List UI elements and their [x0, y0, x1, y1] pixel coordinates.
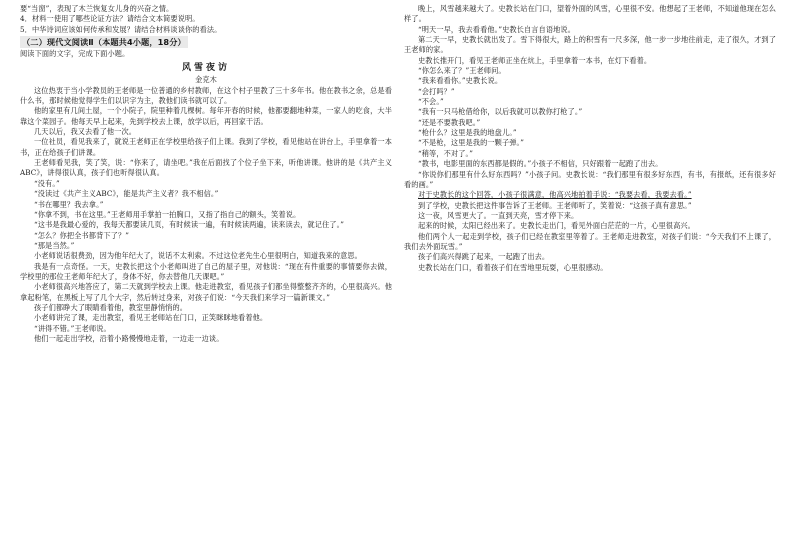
story-title: 风雪夜访: [181, 63, 230, 74]
paragraph: “这书是我最心爱的，我每天都要读几页，有时候读一遍，有时候读两遍，读来读去，就记住了。”: [34, 220, 345, 230]
paragraph: “明天一早，我去看看他。”史教长自言自语地说。: [418, 24, 575, 34]
paragraph: “不会。”: [418, 97, 444, 107]
paragraph: 小老师讲完了课，走出教室，看见王老师站在门口，正笑眯眯地看着他。: [34, 313, 268, 323]
paragraph: “教书，电影里面的东西都是假的。”小孩子不相信，只好跟着一起跑了出去。: [418, 159, 663, 169]
paragraph: “我有一只马枪借给你，以后我就可以教你打枪了。”: [418, 107, 583, 117]
paragraph: “还是不要教我吧。”: [418, 117, 481, 127]
paragraph: “我来看看你。”史教长说。: [418, 76, 503, 86]
paragraph-underlined: 对于史教长的这个回答，小孩子很满意，他高兴地拍着手说：“我要去看，我要去看。”: [418, 190, 692, 200]
paragraph: 他们一起走出学校，沿着小路慢慢地走着，一边走一边谈。: [34, 333, 224, 343]
paragraph: “没读过《共产主义ABC》，能是共产主义者？我不相信。”: [34, 189, 219, 199]
story-author: 金克木: [195, 75, 217, 85]
paragraph: 史教长推开门，看见王老师正坐在炕上，手里拿着一本书，在灯下看着。: [418, 55, 652, 65]
question-line: 5．中华诗词应该如何传承和发展？请结合材料谈谈你的看法。: [20, 24, 222, 34]
left-column: [20, 4, 392, 344]
paragraph: 第二天一早，史教长就出发了。雪下得很大，路上的积雪有一尺多深，他一步一步地往前走，走了很久，才到了王老师的家。: [404, 35, 776, 55]
instruction-text: 阅读下面的文字，完成下面小题。: [20, 49, 130, 59]
paragraph: 几天以后，我又去看了他一次。: [34, 127, 137, 137]
section-header: （二）现代文阅读Ⅱ（本题共4小题，18分）: [22, 37, 186, 48]
paragraph: “那是当然。”: [34, 240, 75, 250]
paragraph: 他们两个人一起走到学校，孩子们已经在教室里等着了。王老师走进教室，对孩子们说：“今天我们不上课了，我们去外面玩雪。”: [404, 231, 776, 251]
paragraph: “讲得不错。”王老师说。: [34, 323, 111, 333]
paragraph: 小老师说话很费劲，因为他年纪大了，说话不太利索。不过这位老先生心里很明白，知道我来的意思。: [34, 251, 362, 261]
paragraph: “你说你们那里有什么好东西吗？”小孩子问。史教长说：“我们那里有很多好东西，有书，有报纸，还有很多好看的画。”: [404, 169, 776, 189]
paragraph: “没有。”: [34, 178, 60, 188]
paragraph: “枪什么？这里是我的地盘儿。”: [418, 128, 517, 138]
paragraph: 起来的时候，太阳已经出来了。史教长走出门，看见外面白茫茫的一片，心里很高兴。: [418, 221, 695, 231]
paragraph: 我是有一点奇怪。一天，史教长把这个小老师叫进了自己的屋子里，对他说：“现在有件重要的事情要你去做，学校里的那位王老师年纪大了，身体不好，你去替他几天课吧。”: [20, 261, 392, 281]
paragraph: “你怎么来了？”王老师问。: [418, 66, 506, 76]
paragraph: 王老师看见我，笑了笑，说：“你来了，请坐吧。”我在后面找了个位子坐下来，听他讲课。他讲的是《共产主义ABC》，讲得很认真，孩子们也听得很认真。: [20, 158, 392, 178]
paragraph: “稍等，不对了。”: [418, 148, 473, 158]
paragraph: “你拿不到，书在这里。”王老师用手掌拍一拍胸口，又指了指自己的额头，笑着说。: [34, 209, 301, 219]
paragraph: 他的家里有几间土屋，一个小院子，院里种着几棵树。每年开春的时候，他都要翻地种菜，一家人的吃食，大半靠这个菜园子。他每天早上起来，先到学校去上课，放学以后，再回家干活。: [20, 106, 392, 126]
paragraph: 这一夜，风雪更大了。一直到天亮，雪才停下来。: [418, 210, 579, 220]
paragraph: 晚上，风雪越来越大了。史教长站在门口，望着外面的风雪，心里很不安。他想起了王老师，不知道他现在怎么样了。: [404, 4, 776, 24]
right-column: [404, 4, 776, 273]
question-line: 4．材料一使用了哪些论证方法？请结合文本简要说明。: [20, 14, 200, 24]
paragraph: 史教长站在门口，看着孩子们在雪地里玩耍，心里很感动。: [418, 262, 608, 272]
paragraph: 孩子们都睁大了眼睛看着他，教室里静悄悄的。: [34, 302, 188, 312]
paragraph: “怎么？你把全书都背下了？”: [34, 230, 130, 240]
paragraph: 到了学校，史教长把这件事告诉了王老师。王老师听了，笑着说：“这孩子真有意思。”: [418, 200, 692, 210]
paragraph: 小老师很高兴地答应了，第二天就到学校去上课。他走进教室，看见孩子们都坐得整整齐齐的，心里很高兴。他拿起粉笔，在黑板上写了几个大字，然后转过身来，对孩子们说：“今天我们来学习一篇新课文。”: [20, 282, 392, 302]
paragraph: 孩子们高兴得跳了起来，一起跑了出去。: [418, 252, 550, 262]
paragraph: “会打吗？”: [418, 86, 455, 96]
paragraph: 这位热衷于当小学教员的王老师是一位普通的乡村教师，在这个村子里教了三十多年书。他在教书之余，总是看什么书，那时候他觉得学生们以识字为主，教他们读书就可以了。: [20, 85, 392, 106]
paragraph: 一位社员，看见我来了，就说王老师正在学校里给孩子们上课。我到了学校，看见他站在讲台上，手里拿着一本书，正在给孩子们讲课。: [20, 137, 392, 157]
paragraph: “不是枪，这里是我的一颗子弹。”: [418, 138, 524, 148]
paragraph: “书在哪里？我去拿。”: [34, 199, 104, 209]
question-line: 要“当窗”，表现了木兰恢复女儿身的兴奋之情。: [20, 4, 174, 13]
